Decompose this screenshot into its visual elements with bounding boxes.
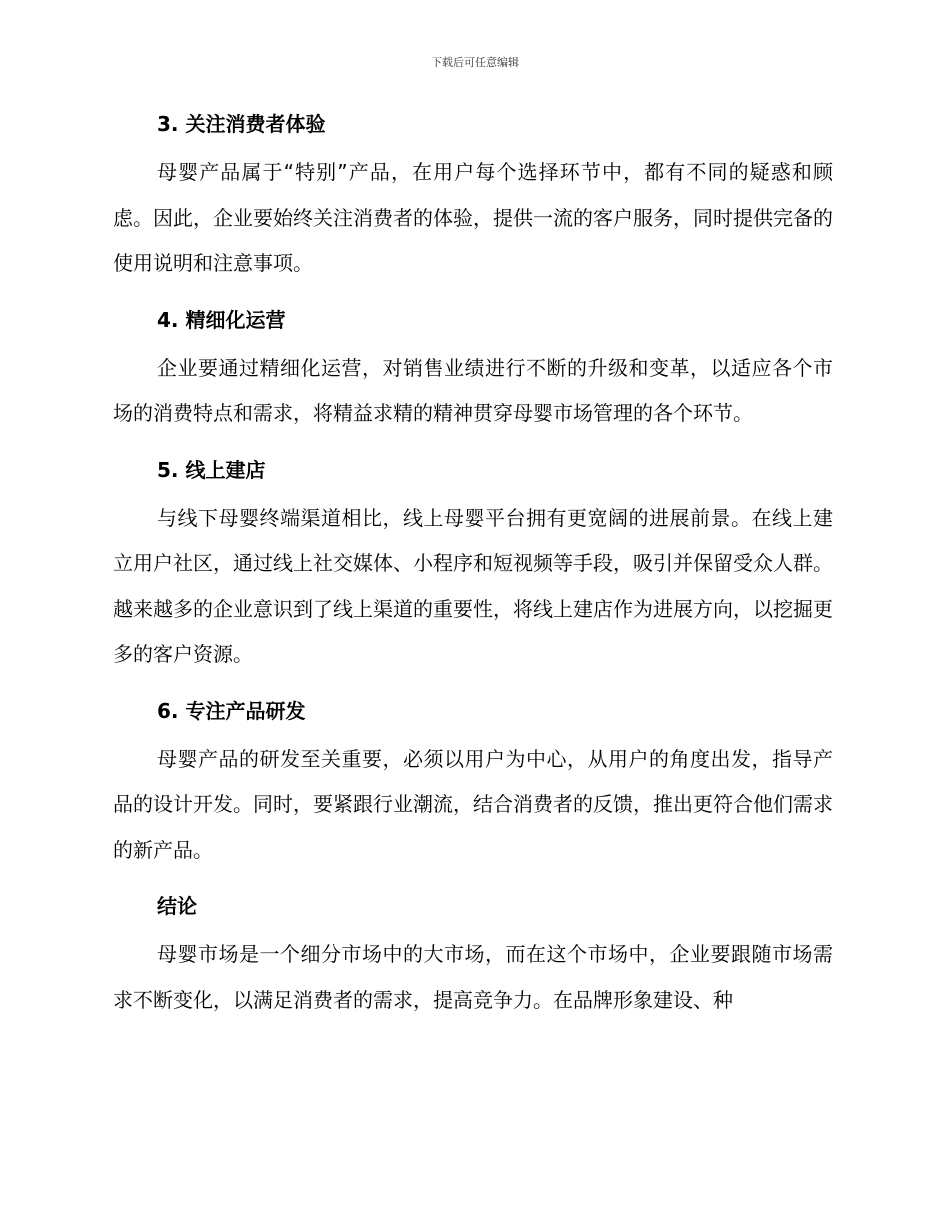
section-paragraph-4: 企业要通过精细化运营，对销售业绩进行不断的升级和变革，以适应各个市场的消费特点和需求，将精益求精的精神贯穿母婴市场管理的各个环节。 [113,355,833,425]
conclusion-heading: 结论 [157,894,197,918]
section-paragraph-6: 母婴产品的研发至关重要，必须以用户为中心，从用户的角度出发，指导产品的设计开发。同时，要紧跟行业潮流，结合消费者的反馈，推出更符合他们需求的新产品。 [113,746,833,862]
section-heading-3: 3. 关注消费者体验 [157,112,326,136]
section-paragraph-5: 与线下母婴终端渠道相比，线上母婴平台拥有更宽阔的进展前景。在线上建立用户社区，通过线上社交媒体、小程序和短视频等手段，吸引并保留受众人群。越来越多的企业意识到了线上渠道的重要性，将线上建店作为进展方向，以挖掘更多的客户资源。 [113,505,833,666]
conclusion-paragraph: 母婴市场是一个细分市场中的大市场，而在这个市场中，企业要跟随市场需求不断变化，以满足消费者的需求，提高竞争力。在品牌形象建设、种 [113,942,833,1012]
document-body [113,108,833,1040]
section-heading-5: 5. 线上建店 [157,457,266,482]
section-paragraph-3: 母婴产品属于“特别”产品，在用户每个选择环节中，都有不同的疑惑和顾虑。因此，企业要始终关注消费者的体验，提供一流的客户服务，同时提供完备的使用说明和注意事项。 [113,160,833,275]
section-heading-4: 4. 精细化运营 [157,307,286,332]
header-note: 下载后可任意编辑 [431,56,519,69]
section-heading-6: 6. 专注产品研发 [157,698,306,723]
